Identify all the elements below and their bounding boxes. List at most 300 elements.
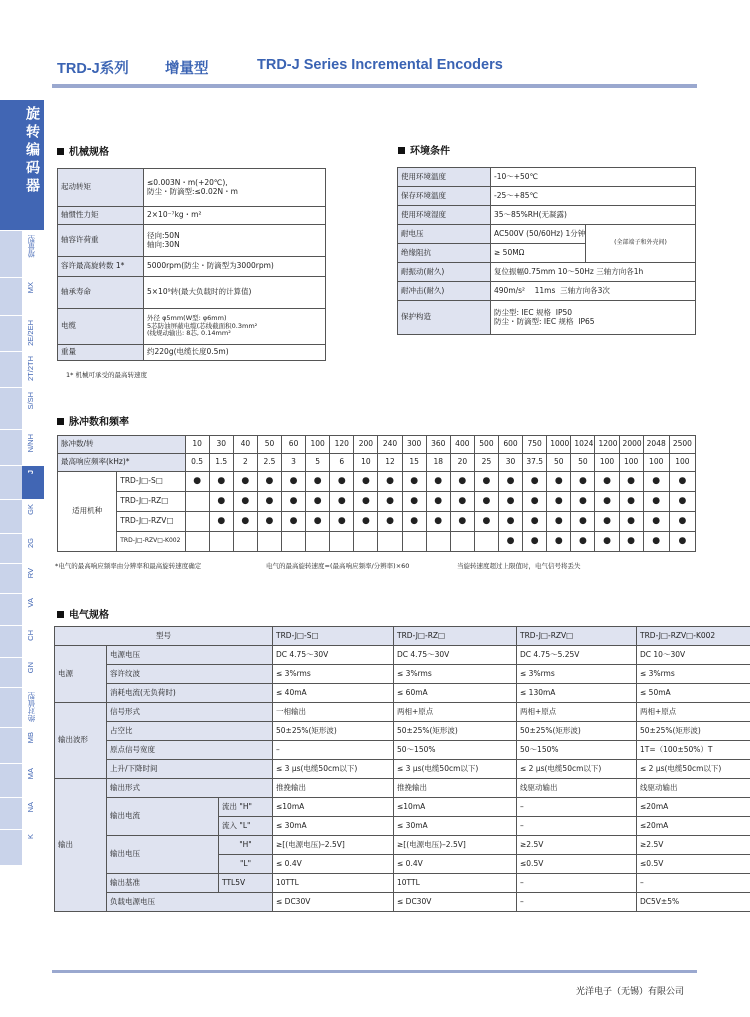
spec-value: 5000rpm(防尘・防滴型为3000rpm)	[144, 257, 326, 277]
sidebar-tab-label: 2G	[26, 538, 35, 549]
sidebar-tab-strip	[0, 387, 22, 429]
supported-dot: ●	[426, 512, 450, 532]
pulse-count: 360	[426, 436, 450, 454]
pulse-freq: 1.5	[209, 454, 233, 472]
sidebar-tab-label: N/NH	[26, 434, 35, 453]
table-row	[55, 760, 750, 779]
empty-cell	[185, 532, 209, 552]
table-row	[398, 282, 696, 301]
pulse-count: 2048	[643, 436, 669, 454]
pulse-count: 750	[523, 436, 547, 454]
pulse-freq: 100	[643, 454, 669, 472]
sidebar-tab[interactable]	[22, 387, 44, 429]
sidebar-tab-strip	[0, 625, 22, 657]
spec-label: 重量	[58, 345, 144, 361]
sidebar-tab-strip	[0, 351, 22, 387]
elec-label: 输出基准	[107, 874, 219, 893]
pulse-count-row	[58, 436, 696, 454]
pulse-note-3: 当旋转速度超过上限值时，电气信号将丢失	[457, 562, 581, 570]
pulse-model-row	[58, 492, 696, 512]
spec-label: 轴承寿命	[58, 277, 144, 309]
supported-dot: ●	[499, 512, 523, 532]
elec-label: 容许纹波	[107, 665, 273, 684]
empty-cell	[185, 512, 209, 532]
pulse-freq: 15	[402, 454, 426, 472]
spec-label: 电缆	[58, 309, 144, 345]
elec-sublabel: "H"	[219, 836, 273, 855]
pulse-table	[57, 435, 696, 552]
elec-value: ≤ DC30V	[394, 893, 517, 912]
empty-cell	[257, 532, 281, 552]
elec-value: 50～150%	[517, 741, 637, 760]
empty-cell	[354, 532, 378, 552]
supported-dot: ●	[330, 512, 354, 532]
elec-sublabel: "L"	[219, 855, 273, 874]
elec-value: ≤ 30mA	[273, 817, 394, 836]
group-output: 输出	[55, 779, 107, 912]
table-row	[398, 225, 696, 244]
elec-value: ≤ DC30V	[273, 893, 394, 912]
sidebar-tab-label: S/SH	[26, 392, 35, 410]
supported-dot: ●	[282, 512, 306, 532]
table-row	[55, 665, 750, 684]
elec-value: 线驱动输出	[637, 779, 750, 798]
elec-value: 50±25%(矩形波)	[394, 722, 517, 741]
model-column-header: TRD-J□-RZV□	[517, 627, 637, 646]
elec-value: ≤ 130mA	[517, 684, 637, 703]
pulse-freq: 12	[378, 454, 402, 472]
model-column-header: TRD-J□-S□	[273, 627, 394, 646]
supported-dot: ●	[209, 472, 233, 492]
table-row	[58, 257, 326, 277]
sidebar-tab-label: RV	[26, 568, 35, 579]
supported-dot: ●	[474, 472, 498, 492]
model-column-header: TRD-J□-RZV□-K002	[637, 627, 750, 646]
elec-sublabel: TTL5V	[219, 874, 273, 893]
sidebar-tab-label: MA	[26, 768, 35, 780]
env-value: 35～85%RH(无凝露)	[491, 206, 696, 225]
sidebar-tab[interactable]	[22, 563, 44, 593]
table-row	[55, 741, 750, 760]
supported-dot: ●	[619, 532, 643, 552]
spec-value: 径向:50N 轴向:30N	[144, 225, 326, 257]
pulse-freq: 6	[330, 454, 354, 472]
supported-dot: ●	[523, 532, 547, 552]
applicable-models-label: 适用机种	[58, 472, 117, 552]
supported-dot: ●	[619, 512, 643, 532]
elec-value: ≤ 50mA	[637, 684, 750, 703]
elec-value: 10TTL	[273, 874, 394, 893]
supported-dot: ●	[257, 492, 281, 512]
supported-dot: ●	[378, 512, 402, 532]
sidebar-tab[interactable]	[22, 465, 44, 499]
pulse-count: 300	[402, 436, 426, 454]
spec-label: 容许最高旋转数 1*	[58, 257, 144, 277]
supported-dot: ●	[595, 532, 619, 552]
pulse-freq-row	[58, 454, 696, 472]
empty-cell	[378, 532, 402, 552]
sidebar-tab-label: 增量型	[27, 235, 36, 258]
elec-value: ≤ 30mA	[394, 817, 517, 836]
pulse-model-row	[58, 512, 696, 532]
supported-dot: ●	[233, 492, 257, 512]
section-electrical-title: 电气规格	[57, 606, 109, 621]
pulse-freq: 2.5	[257, 454, 281, 472]
env-label: 耐冲击(耐久)	[398, 282, 491, 301]
pulse-count: 2000	[619, 436, 643, 454]
empty-cell	[233, 532, 257, 552]
elec-value: 10TTL	[394, 874, 517, 893]
pulse-note-2: 电气的最高旋转速度=(最高响应频率/分辨率)×60	[266, 562, 410, 570]
elec-label: 输出电流	[107, 798, 219, 836]
elec-label: 负载电源电压	[107, 893, 273, 912]
supported-dot: ●	[669, 532, 695, 552]
sidebar-tab[interactable]	[22, 687, 44, 727]
sidebar-tab[interactable]	[22, 429, 44, 465]
elec-label: 原点信号宽度	[107, 741, 273, 760]
pulse-count: 500	[474, 436, 498, 454]
elec-value: ≤0.5V	[517, 855, 637, 874]
table-row	[58, 277, 326, 309]
elec-value: ≤ 0.4V	[273, 855, 394, 874]
supported-dot: ●	[402, 512, 426, 532]
table-row	[58, 225, 326, 257]
elec-value: –	[273, 741, 394, 760]
supported-dot: ●	[669, 512, 695, 532]
supported-dot: ●	[571, 512, 595, 532]
title-series: TRD-J系列	[57, 61, 129, 77]
empty-cell	[426, 532, 450, 552]
supported-dot: ●	[354, 512, 378, 532]
spec-value: ≤0.003N・m(+20℃), 防尘・防滴型:≤0.02N・m	[144, 169, 326, 207]
sidebar-tab-label: 2E/2EH	[26, 320, 35, 346]
env-value: ≥ 50MΩ	[491, 244, 586, 263]
elec-value: ≤ 0.4V	[394, 855, 517, 874]
pulse-freq: 50	[571, 454, 595, 472]
empty-cell	[282, 532, 306, 552]
pulse-freq: 37.5	[523, 454, 547, 472]
supported-dot: ●	[378, 472, 402, 492]
pulse-freq: 30	[499, 454, 523, 472]
elec-value: 50±25%(矩形波)	[273, 722, 394, 741]
sidebar-tab[interactable]	[22, 593, 44, 625]
supported-dot: ●	[209, 492, 233, 512]
pulse-count: 60	[282, 436, 306, 454]
section-pulse-title: 脉冲数和频率	[57, 413, 129, 428]
elec-value: ≤10mA	[394, 798, 517, 817]
empty-cell	[330, 532, 354, 552]
supported-dot: ●	[450, 512, 474, 532]
table-row	[55, 893, 750, 912]
sidebar-tab[interactable]	[22, 315, 44, 351]
env-label: 使用环境温度	[398, 168, 491, 187]
pulse-count: 10	[185, 436, 209, 454]
table-row	[58, 345, 326, 361]
pulse-note-1: *电气的最高响应频率由分辨率和最高旋转速度确定	[55, 562, 202, 570]
sidebar-tab[interactable]	[22, 657, 44, 687]
sidebar-tab-label: CH	[26, 630, 35, 641]
supported-dot: ●	[426, 492, 450, 512]
sidebar-tab-strip	[0, 230, 22, 277]
elec-value: –	[517, 893, 637, 912]
elec-value: ≤10mA	[273, 798, 394, 817]
sidebar-tab[interactable]	[22, 533, 44, 563]
header-rule	[52, 84, 697, 88]
table-row	[398, 301, 696, 335]
empty-cell	[450, 532, 474, 552]
spec-value: 5×10⁹转(最大负载时的计算值)	[144, 277, 326, 309]
pulse-freq: 100	[595, 454, 619, 472]
supported-dot: ●	[643, 472, 669, 492]
pulse-freq: 0.5	[185, 454, 209, 472]
supported-dot: ●	[306, 472, 330, 492]
supported-dot: ●	[402, 472, 426, 492]
supported-dot: ●	[282, 472, 306, 492]
supported-dot: ●	[547, 512, 571, 532]
sidebar-tab-strip	[0, 763, 22, 797]
group-power: 电源	[55, 646, 107, 703]
spec-value: 约220g(电缆长度0.5m)	[144, 345, 326, 361]
env-value: 490m/s² 11ms 三轴方向各3次	[491, 282, 696, 301]
spec-value: 2×10⁻⁷kg・m²	[144, 207, 326, 225]
supported-dot: ●	[257, 472, 281, 492]
env-value: 复位振幅0.75mm 10～50Hz 三轴方向各1h	[491, 263, 696, 282]
elec-value: 推挽输出	[394, 779, 517, 798]
pulse-freq: 100	[669, 454, 695, 472]
pulse-count-label: 脉冲数/转	[58, 436, 186, 454]
sidebar-brand-label: 旋转编码器	[24, 106, 40, 196]
table-row	[398, 168, 696, 187]
empty-cell	[474, 532, 498, 552]
pulse-freq: 2	[233, 454, 257, 472]
elec-value: DC5V±5%	[637, 893, 750, 912]
sidebar-tab-label: GN	[26, 662, 35, 674]
sidebar-tab-label: MX	[26, 282, 35, 294]
table-row	[55, 646, 750, 665]
elec-value: 两相+原点	[394, 703, 517, 722]
elec-sublabel: 流出 "H"	[219, 798, 273, 817]
model-name: TRD-J□-RZ□	[117, 492, 185, 512]
supported-dot: ●	[643, 512, 669, 532]
pulse-count: 200	[354, 436, 378, 454]
elec-value: 两相+原点	[637, 703, 750, 722]
sidebar-tab-label: NA	[26, 802, 35, 813]
supported-dot: ●	[669, 472, 695, 492]
environment-table	[397, 167, 696, 335]
supported-dot: ●	[257, 512, 281, 532]
pulse-count: 400	[450, 436, 474, 454]
env-label: 保存环境温度	[398, 187, 491, 206]
supported-dot: ●	[643, 492, 669, 512]
supported-dot: ●	[595, 512, 619, 532]
pulse-count: 1024	[571, 436, 595, 454]
supported-dot: ●	[450, 492, 474, 512]
env-label: 绝缘阻抗	[398, 244, 491, 263]
group-waveform: 输出波形	[55, 703, 107, 779]
supported-dot: ●	[474, 492, 498, 512]
supported-dot: ●	[233, 512, 257, 532]
supported-dot: ●	[282, 492, 306, 512]
supported-dot: ●	[523, 512, 547, 532]
sidebar-tab[interactable]	[22, 829, 44, 865]
elec-label: 信号形式	[107, 703, 273, 722]
elec-value: ≤ 3%rms	[394, 665, 517, 684]
supported-dot: ●	[499, 532, 523, 552]
table-row	[398, 187, 696, 206]
title-type: 增量型	[165, 61, 209, 77]
elec-value: ≥[(电源电压)–2.5V]	[273, 836, 394, 855]
table-row	[58, 169, 326, 207]
sidebar-tab-strip	[0, 315, 22, 351]
sidebar-tab[interactable]	[22, 763, 44, 797]
sidebar-tab-label: K	[26, 834, 35, 840]
model-name: TRD-J□-S□	[117, 472, 185, 492]
empty-cell	[306, 532, 330, 552]
page-header	[0, 48, 750, 92]
supported-dot: ●	[619, 492, 643, 512]
table-row	[55, 684, 750, 703]
env-value: -25～+85℃	[491, 187, 696, 206]
elec-value: ≤ 60mA	[394, 684, 517, 703]
pulse-freq: 25	[474, 454, 498, 472]
supported-dot: ●	[619, 472, 643, 492]
mechanical-table	[57, 168, 326, 361]
sidebar-tab-strip	[0, 727, 22, 763]
sidebar-tab[interactable]	[22, 797, 44, 829]
sidebar-tab-strip	[0, 829, 22, 865]
mechanical-footnote: 1* 机械可承受的最高转速度	[66, 371, 147, 379]
elec-value: DC 4.75～5.25V	[517, 646, 637, 665]
pulse-count: 40	[233, 436, 257, 454]
elec-value: 线驱动输出	[517, 779, 637, 798]
supported-dot: ●	[595, 492, 619, 512]
pulse-model-row	[58, 532, 696, 552]
spec-label: 起动转矩	[58, 169, 144, 207]
elec-header-row	[55, 627, 750, 646]
elec-value: ≥[(电源电压)–2.5V]	[394, 836, 517, 855]
elec-value: –	[517, 798, 637, 817]
table-row	[55, 703, 750, 722]
supported-dot: ●	[571, 532, 595, 552]
supported-dot: ●	[499, 492, 523, 512]
env-value: -10～+50℃	[491, 168, 696, 187]
elec-value: 一相输出	[273, 703, 394, 722]
supported-dot: ●	[499, 472, 523, 492]
supported-dot: ●	[306, 512, 330, 532]
supported-dot: ●	[523, 472, 547, 492]
elec-value: 推挽输出	[273, 779, 394, 798]
env-label: 使用环境湿度	[398, 206, 491, 225]
elec-value: ≤ 3%rms	[273, 665, 394, 684]
elec-value: ≥2.5V	[517, 836, 637, 855]
env-label: 耐电压	[398, 225, 491, 244]
sidebar-tab[interactable]	[22, 277, 44, 315]
elec-value: –	[637, 874, 750, 893]
elec-value: –	[517, 874, 637, 893]
pulse-count: 600	[499, 436, 523, 454]
sidebar-tab-strip	[0, 687, 22, 727]
elec-value: ≤ 3 μs(电缆50cm以下)	[273, 760, 394, 779]
elec-value: 两相+原点	[517, 703, 637, 722]
sidebar-brand	[0, 100, 44, 230]
table-row	[55, 836, 750, 855]
pulse-count: 120	[330, 436, 354, 454]
pulse-count: 50	[257, 436, 281, 454]
sidebar-tab-label: GK	[26, 504, 35, 515]
pulse-freq-label: 最高响应频率(kHz)*	[58, 454, 186, 472]
supported-dot: ●	[547, 532, 571, 552]
elec-value: ≤0.5V	[637, 855, 750, 874]
elec-value: ≤ 3%rms	[637, 665, 750, 684]
sidebar-tab-strip	[0, 429, 22, 465]
elec-value: ≤ 40mA	[273, 684, 394, 703]
sidebar-tab[interactable]	[22, 499, 44, 533]
spec-label: 轴容许荷重	[58, 225, 144, 257]
elec-value: ≤ 3 μs(电缆50cm以下)	[394, 760, 517, 779]
table-row	[58, 207, 326, 225]
sidebar-tab[interactable]	[22, 625, 44, 657]
elec-value: DC 4.75～30V	[394, 646, 517, 665]
supported-dot: ●	[571, 472, 595, 492]
pulse-count: 1000	[547, 436, 571, 454]
section-mechanical-title: 机械规格	[57, 143, 109, 158]
sidebar-tab[interactable]	[22, 351, 44, 387]
pulse-freq: 3	[282, 454, 306, 472]
pulse-freq: 10	[354, 454, 378, 472]
pulse-freq: 50	[547, 454, 571, 472]
supported-dot: ●	[185, 472, 209, 492]
model-column-header: TRD-J□-RZ□	[394, 627, 517, 646]
supported-dot: ●	[547, 492, 571, 512]
empty-cell	[402, 532, 426, 552]
elec-value: ≤20mA	[637, 798, 750, 817]
pulse-count: 240	[378, 436, 402, 454]
table-row	[398, 206, 696, 225]
elec-value: ≤ 2 μs(电缆50cm以下)	[517, 760, 637, 779]
elec-label: 输出电压	[107, 836, 219, 874]
empty-cell	[185, 492, 209, 512]
elec-value: –	[517, 817, 637, 836]
supported-dot: ●	[669, 492, 695, 512]
sidebar-tab-strip	[0, 499, 22, 533]
sidebar-tab-label: VA	[26, 598, 35, 608]
sidebar-tab-strip	[0, 533, 22, 563]
supported-dot: ●	[330, 492, 354, 512]
supported-dot: ●	[571, 492, 595, 512]
elec-label: 上升/下降时间	[107, 760, 273, 779]
table-row	[55, 722, 750, 741]
elec-value: ≤20mA	[637, 817, 750, 836]
sidebar-tab[interactable]	[22, 230, 44, 277]
table-row	[58, 309, 326, 345]
env-value: AC500V (50/60Hz) 1分钟	[491, 225, 586, 244]
sidebar-tab[interactable]	[22, 727, 44, 763]
pulse-freq: 5	[306, 454, 330, 472]
table-row	[398, 263, 696, 282]
sidebar-tab-strip	[0, 465, 22, 499]
supported-dot: ●	[209, 512, 233, 532]
supported-dot: ●	[474, 512, 498, 532]
sidebar-tab-strip	[0, 657, 22, 687]
spec-value: 外径 φ5mm(W型: φ6mm) 5芯防油屏蔽电缆(芯线截面积0.3mm² (线规动输出: 8芯, 0.14mm²	[144, 309, 326, 345]
env-label: 耐振动(耐久)	[398, 263, 491, 282]
model-header: 型号	[55, 627, 273, 646]
supported-dot: ●	[450, 472, 474, 492]
elec-label: 输出形式	[107, 779, 273, 798]
sidebar-tab-label: 绝对值型	[27, 692, 36, 722]
elec-value: 50±25%(矩形波)	[637, 722, 750, 741]
elec-value: ≤ 3%rms	[517, 665, 637, 684]
